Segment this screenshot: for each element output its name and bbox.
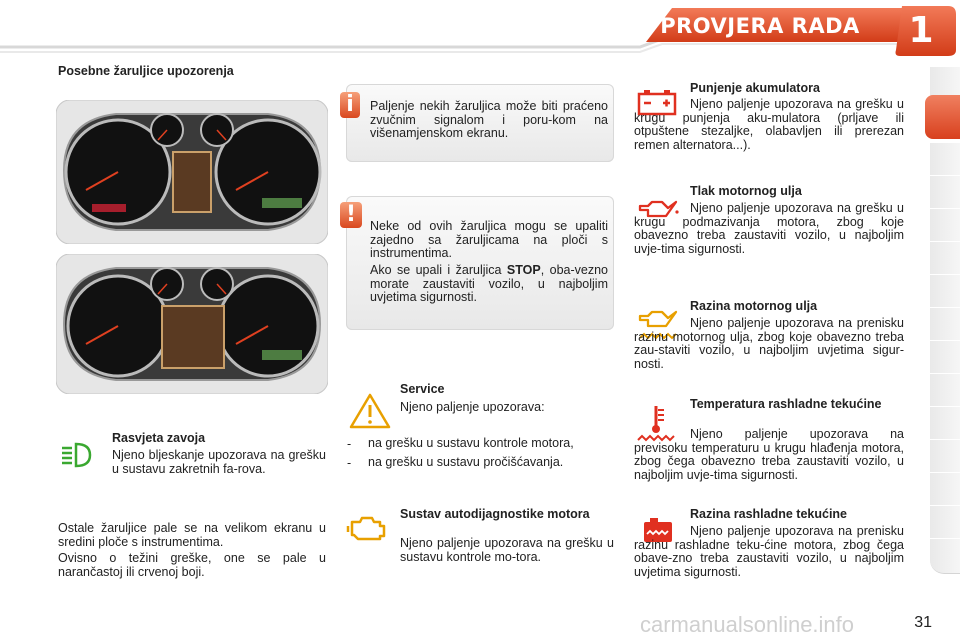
engine-check-icon: [346, 512, 388, 544]
punjenje-title: Punjenje akumulatora: [690, 81, 820, 95]
razina-ulja-title: Razina motornog ulja: [690, 299, 818, 313]
tlak-title: Tlak motornog ulja: [690, 184, 802, 198]
service-title: Service: [400, 382, 445, 396]
service-text: Njeno paljenje upozorava:: [400, 400, 545, 414]
page-header-title: PROVJERA RADA: [660, 14, 860, 38]
page-number: 31: [914, 614, 932, 631]
punjenje-text: Njeno paljenje upozorava na grešku u krugu punjenja aku-mulatora (prljave ili otpuštene stezaljke, olabavljen ili prerezan remen alternatora...).: [634, 97, 904, 152]
section-title: Posebne žaruljice upozorenja: [58, 64, 234, 78]
ostale-paragraph-2: Ovisno o težini greške, one se pale u narančastoj ili crvenoj boji.: [58, 551, 326, 579]
temperatura-block: [634, 428, 904, 482]
cornering-light-icon: [58, 440, 98, 470]
rasvjeta-text: Njeno bljeskanje upozorava na grešku u sustavu zakretnih fa-rova.: [112, 448, 326, 476]
sustav-title: Sustav autodijagnostike motora: [400, 507, 590, 521]
punjenje-block: [634, 98, 904, 152]
service-item-1: na grešku u sustavu kontrole motora,: [368, 436, 574, 450]
warning-icon: !: [340, 202, 362, 228]
sustav-text: Njeno paljenje upozorava na grešku u sustavu kontrole mo-tora.: [400, 536, 614, 564]
chapter-number: 1: [908, 10, 934, 51]
warning-text-2: Ako se upali i žaruljica STOP, oba-vezno morate zaustaviti vozilo, u najboljim uvjetima sigurnosti.: [370, 263, 608, 304]
watermark: carmanualsonline.info: [640, 612, 855, 637]
info-box-text: Paljenje nekih žaruljica može biti praćeno zvučnim signalom i poru-kom na višenamjenskom ekranu.: [370, 99, 608, 140]
razina-rashladne-title: Razina rashladne tekućine: [690, 507, 848, 521]
temperatura-text: Njeno paljenje upozorava na previsoku temperaturu u krugu hlađenja motora, zbog čega obavezno treba zaustaviti vozilo, u najboljim uvje-tima sigurnosti.: [634, 427, 904, 482]
side-tab-active[interactable]: [925, 95, 960, 139]
temperatura-title: Temperatura rashladne tekućine: [690, 397, 882, 411]
tlak-text: Njeno paljenje upozorava na grešku u krugu podmazivanja motora, zbog koje obavezno treba zaustaviti vozilo, u najboljim uvje-tima sigurnosti.: [634, 201, 904, 256]
razina-rashladne-block: [634, 525, 904, 579]
service-item-2: na grešku u sustavu pročišćavanja.: [368, 455, 564, 469]
warning-text-1: Neke od ovih žaruljica mogu se upaliti zajedno sa žaruljicama na ploči s instrumentima.: [370, 219, 608, 260]
service-warning-icon: [348, 392, 392, 430]
tlak-block: [634, 202, 904, 256]
instrument-cluster-image-2: [56, 254, 328, 394]
instrument-cluster-image-1: [56, 100, 328, 244]
razina-ulja-block: [634, 317, 904, 371]
razina-ulja-text: Njeno paljenje upozorava na prenisku razinu motornog ulja, zbog koje obavezno treba zau-staviti vozilo, u najboljim uvjetima sigur-nosti.: [634, 316, 904, 371]
rasvjeta-title: Rasvjeta zavoja: [112, 431, 206, 445]
ostale-paragraph-1: Ostale žaruljice pale se na velikom ekranu u sredini ploče s instrumentima.: [58, 521, 326, 549]
razina-rashladne-text: Njeno paljenje upozorava na prenisku razinu rashladne teku-ćine motora, zbog čega obave-zno treba zaustaviti vozilo, u najboljim uvjetima sigurnosti.: [634, 524, 904, 579]
info-icon: i: [340, 92, 360, 118]
